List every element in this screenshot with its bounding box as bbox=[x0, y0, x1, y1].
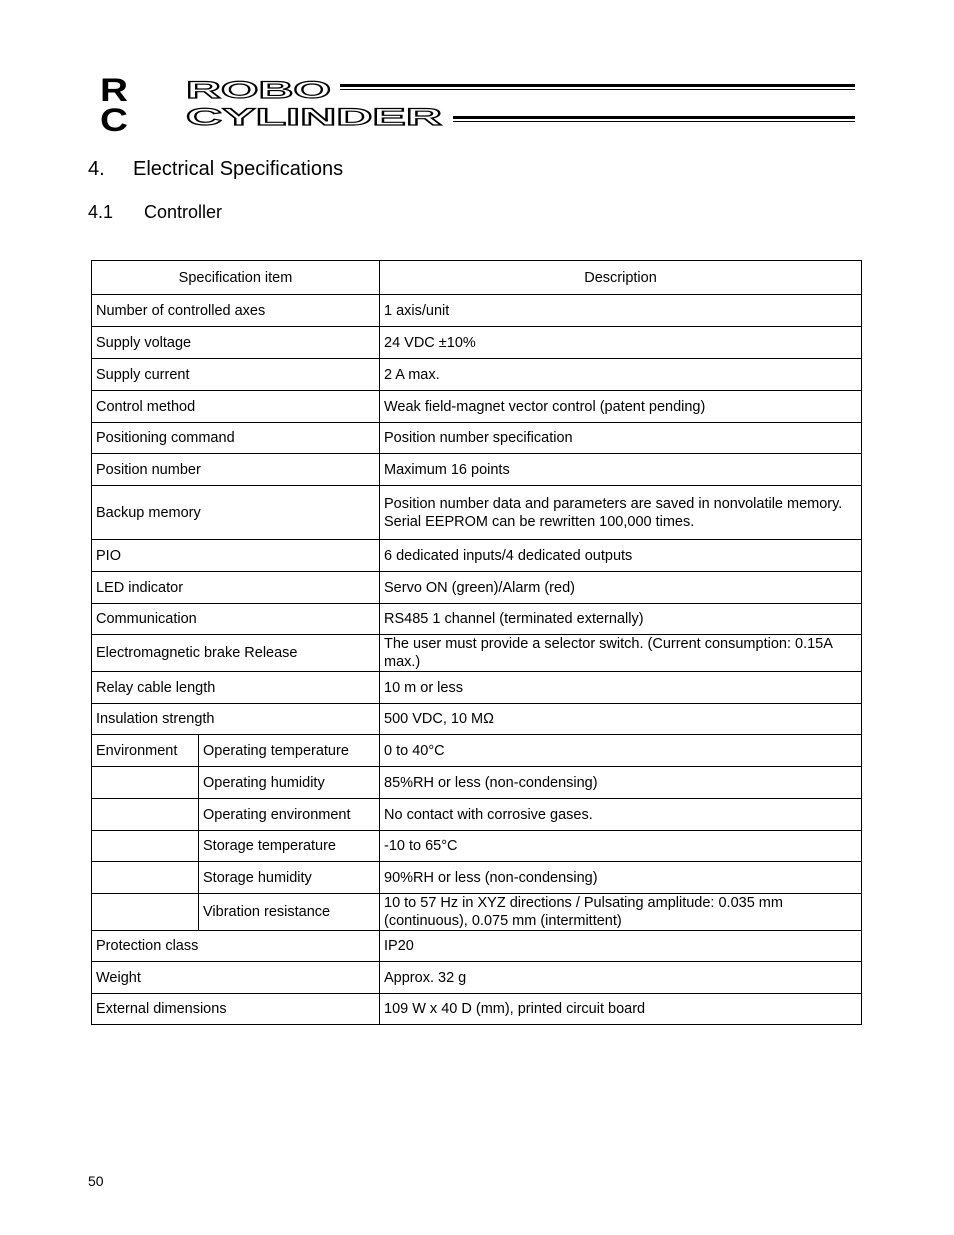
spec-description-cell: Approx. 32 g bbox=[380, 962, 862, 994]
spec-item-cell: Weight bbox=[92, 962, 380, 994]
table-row bbox=[92, 704, 862, 735]
table-row bbox=[92, 359, 862, 391]
spec-item-cell: Storage humidity bbox=[199, 862, 380, 894]
subsection-heading: 4.1 Controller bbox=[88, 202, 223, 222]
spec-description-cell: 109 W x 40 D (mm), printed circuit board bbox=[380, 994, 862, 1025]
table-row bbox=[92, 735, 862, 767]
spec-item-cell: LED indicator bbox=[92, 572, 380, 604]
spec-item-cell: Backup memory bbox=[92, 486, 380, 540]
table-row bbox=[92, 862, 862, 894]
spec-group-cell bbox=[92, 862, 199, 894]
table-row bbox=[92, 994, 862, 1025]
svg-text:CYLINDER: CYLINDER bbox=[186, 104, 442, 131]
column-header-item: Specification item bbox=[92, 261, 380, 295]
spec-item-cell: Operating humidity bbox=[199, 767, 380, 799]
spec-description-cell: 500 VDC, 10 MΩ bbox=[380, 704, 862, 735]
table-row bbox=[92, 962, 862, 994]
spec-group-cell bbox=[92, 894, 199, 931]
section-heading: 4. Electrical Specifications bbox=[88, 158, 344, 180]
svg-text:C: C bbox=[100, 102, 128, 132]
table-row bbox=[92, 423, 862, 454]
header-rule-top bbox=[340, 84, 855, 90]
table-row bbox=[92, 894, 862, 931]
spec-description-cell: 2 A max. bbox=[380, 359, 862, 391]
spec-description-cell: 85%RH or less (non-condensing) bbox=[380, 767, 862, 799]
spec-description-cell: 90%RH or less (non-condensing) bbox=[380, 862, 862, 894]
table-row bbox=[92, 572, 862, 604]
spec-item-cell: Electromagnetic brake Release bbox=[92, 635, 380, 672]
spec-item-cell: Protection class bbox=[92, 931, 380, 962]
table-row bbox=[92, 635, 862, 672]
spec-item-cell: Vibration resistance bbox=[199, 894, 380, 931]
spec-item-cell: Relay cable length bbox=[92, 672, 380, 704]
spec-description-cell: 10 to 57 Hz in XYZ directions / Pulsating amplitude: 0.035 mm (continuous), 0.075 mm (intermittent) bbox=[380, 894, 862, 931]
spec-group-cell bbox=[92, 799, 199, 831]
spec-item-cell: Position number bbox=[92, 454, 380, 486]
spec-description-cell: 10 m or less bbox=[380, 672, 862, 704]
table-row bbox=[92, 831, 862, 862]
table-row bbox=[92, 799, 862, 831]
spec-description-cell: -10 to 65°C bbox=[380, 831, 862, 862]
table-row bbox=[92, 931, 862, 962]
spec-description-cell: Weak field-magnet vector control (patent pending) bbox=[380, 391, 862, 423]
spec-item-cell: Control method bbox=[92, 391, 380, 423]
table-row bbox=[92, 540, 862, 572]
spec-description-cell: IP20 bbox=[380, 931, 862, 962]
spec-item-cell: Positioning command bbox=[92, 423, 380, 454]
spec-description-cell: The user must provide a selector switch. (Current consumption: 0.15A max.) bbox=[380, 635, 862, 672]
table-row bbox=[92, 454, 862, 486]
spec-item-cell: Communication bbox=[92, 604, 380, 635]
spec-group-cell: Environment bbox=[92, 735, 199, 767]
spec-item-cell: Operating environment bbox=[199, 799, 380, 831]
header-rule-bottom bbox=[453, 116, 855, 122]
spec-description-cell: 6 dedicated inputs/4 dedicated outputs bbox=[380, 540, 862, 572]
page-number: 50 bbox=[88, 1173, 104, 1189]
controller-spec-table bbox=[91, 260, 862, 1025]
table-row bbox=[92, 486, 862, 540]
table-header-row bbox=[92, 261, 862, 295]
spec-description-cell: 0 to 40°C bbox=[380, 735, 862, 767]
spec-description-cell: RS485 1 channel (terminated externally) bbox=[380, 604, 862, 635]
table-row bbox=[92, 327, 862, 359]
table-row bbox=[92, 672, 862, 704]
spec-item-cell: External dimensions bbox=[92, 994, 380, 1025]
spec-description-cell: Position number specification bbox=[380, 423, 862, 454]
table-row bbox=[92, 767, 862, 799]
spec-description-cell: Maximum 16 points bbox=[380, 454, 862, 486]
spec-description-cell: Servo ON (green)/Alarm (red) bbox=[380, 572, 862, 604]
spec-description-cell: 24 VDC ±10% bbox=[380, 327, 862, 359]
spec-item-cell: Supply current bbox=[92, 359, 380, 391]
table-row bbox=[92, 295, 862, 327]
spec-item-cell: Storage temperature bbox=[199, 831, 380, 862]
spec-group-cell bbox=[92, 831, 199, 862]
spec-description-cell: 1 axis/unit bbox=[380, 295, 862, 327]
table-row bbox=[92, 604, 862, 635]
spec-description-cell: No contact with corrosive gases. bbox=[380, 799, 862, 831]
spec-item-cell: PIO bbox=[92, 540, 380, 572]
spec-item-cell: Number of controlled axes bbox=[92, 295, 380, 327]
spec-group-cell bbox=[92, 767, 199, 799]
svg-text:R: R bbox=[100, 76, 128, 108]
spec-description-cell: Position number data and parameters are saved in nonvolatile memory. Serial EEPROM can be rewritten 100,000 times. bbox=[380, 486, 862, 540]
table-row bbox=[92, 391, 862, 423]
svg-text:ROBO: ROBO bbox=[186, 77, 331, 104]
spec-item-cell: Operating temperature bbox=[199, 735, 380, 767]
column-header-description: Description bbox=[380, 261, 862, 295]
spec-item-cell: Insulation strength bbox=[92, 704, 380, 735]
spec-item-cell: Supply voltage bbox=[92, 327, 380, 359]
